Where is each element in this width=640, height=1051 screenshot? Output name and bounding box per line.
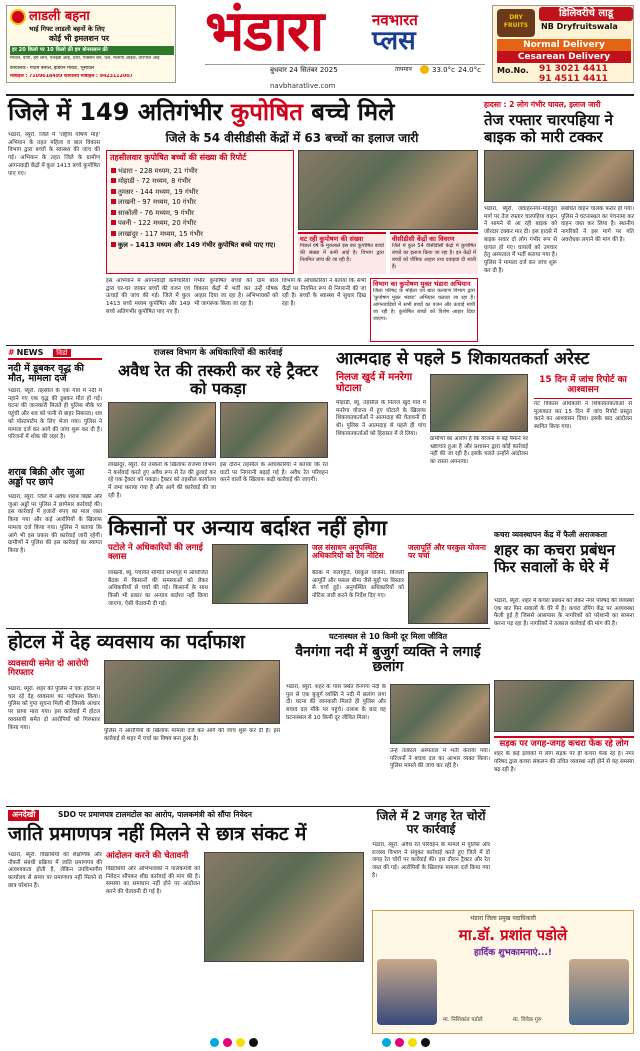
dry-fruits-badge: DRY FRUITS (497, 9, 535, 37)
story1-info (370, 278, 478, 342)
table-rows (107, 166, 293, 250)
garbage-photo (494, 680, 634, 732)
table-row: लाखांदुर - 117 मध्यम, 15 गंभीर (111, 229, 289, 240)
ad-name: मा.डॉ. प्रशांत पडोले (458, 926, 568, 944)
story4-text: मोहाडी, ब्यू. तहसील के निलज खुर्द गांव में मनरेगा योजना में हुए घोटाले के खिलाफ शिकायतकर्ताओं ने आत्मदाह की चेतावनी दी थी। पुलिस ने आत्मदाह से पहले ही पांच शिकायतकर्ताओं को हिरासत में ले लिया। (336, 400, 426, 437)
ad-contact: कार्यालय:- गौतम बेनाल, इंडियन मार्केट, भुसावल (10, 66, 95, 71)
ad-line3: हर 20 किलो पर 10 किलो फ्री इम बोनसलान फ्री (10, 46, 174, 55)
story9-tag: अनदेखी (8, 810, 39, 821)
story1-subhead: जिले के 54 वीसीडीसी केंद्रों में 63 बच्चों का इलाज जारी (165, 131, 419, 145)
news-h1: नदी में डूबकर वृद्ध की मौत, मामला दर्ज (8, 363, 85, 385)
story1-box2 (390, 232, 478, 274)
divider (6, 628, 490, 629)
story8-headline: वैनगंगा नदी में बुजुर्ग व्यक्ति ने लगाई छलांग (295, 644, 481, 676)
story3-headline: अवैध रेत की तस्करी कर रहे ट्रैक्टर को पकड़ा (117, 361, 319, 398)
ad-line1: भाई गिफ्ट लाडली बहनों के लिए (29, 25, 105, 33)
news-title: NEWS (16, 348, 44, 357)
bullet-icon (111, 231, 116, 236)
ad-brand: NB Dryfruitswala (541, 22, 618, 31)
box-title: 15 दिन में जांच रिपोर्ट का आश्वासन (534, 376, 632, 399)
children-photo (298, 150, 478, 230)
story9-headline: जाति प्रमाणपत्र नहीं मिलने से छात्र संकट में (8, 823, 307, 845)
story8-kicker: घटनास्थल से 10 किमी दूर मिला जीवित (328, 632, 448, 641)
arrest-photo (430, 374, 528, 432)
ad-line2: कोई भी इमलशन पर (49, 34, 110, 43)
story1-col3: विभाग के अधिकारियों ने बताया कि सभी केंद्रों पर नियमित रूप से निगरानी की जा रही है। बच्चों के स्वास्थ्य में सुधार दिख रहा है। (282, 278, 366, 308)
story2-text2: संबंधित वाहन चालक फरार हो गया। पुलिस ने घटनास्थल का पंचनामा कर वाहन जब्त कर लिया है। स्थानीय नागरिकों ने इस मार्ग पर गति अवरोधक लगाने की मांग की है। (561, 206, 634, 243)
story9-sub: आंदोलन करने की चेतावनी (106, 851, 189, 861)
story6-headline: शहर का कचरा प्रबंधन फिर सवालों के घेरे में (494, 541, 616, 576)
news-t1: भंडारा, ब्यूरो. तहसील के एक गांव में नदी में नहाने गए एक वृद्ध की डूबकर मौत हो गई। घटना की जानकारी मिलते ही पुलिस मौके पर पहुंची और शव को पानी से बाहर निकाला। शव को पोस्टमार्टम के लिए भेजा गया। पुलिस ने मामला दर्ज कर आगे की जांच शुरू कर दी है। परिजनों में शोक की लहर है। (8, 388, 102, 441)
story6-text: भंडारा, ब्यूरो. शहर में कचरा प्रबंधन को लेकर नगर परिषद की व्यवस्था एक बार फिर सवालों के घेरे में है। कचरा डंपिंग केंद्र पर अव्यवस्था फैली हुई है जिससे आसपास के नागरिकों को परेशानी का सामना करना पड़ रहा है। नागरिकों ने तत्काल कार्रवाई की मांग की है। (494, 598, 634, 628)
story5-sub2: जल संसाधन अनुपस्थित अधिकारियों को टैग नोटिस (312, 543, 384, 561)
box-text: गट विकास अधिकारी ने शिकायतकर्ताओं से मुलाकात कर 15 दिन में जांच रिपोर्ट प्रस्तुत करने का आश्वासन दिया। इसके बाद आंदोलन स्थगित किया गया। (534, 400, 632, 430)
website[interactable]: navbharatlive.com (270, 82, 336, 90)
story1-box (298, 232, 386, 274)
box-text: पिछले वर्ष के मुकाबले इस बार कुपोषित बच्चों की संख्या में कमी आई है। विभाग द्वारा नियमित जांच की जा रही है। (300, 243, 384, 263)
accident-photo (484, 150, 634, 202)
weather-label: तापमान (395, 66, 412, 73)
story4-text2: ग्रामीणों का आरोप है कि योजना में बड़े पैमाने पर भ्रष्टाचार हुआ है और प्रशासन द्वारा कोई कार्रवाई नहीं की जा रही है। इसके चलते उन्होंने आंदोलन का रास्ता अपनाया। (430, 436, 528, 466)
ad-title: डिलिवरीचे लाडू (539, 7, 633, 21)
story4-headline: आत्मदाह से पहले 5 शिकायतकर्ता अरेस्ट (336, 349, 590, 369)
table-row: मोहाडी - 72 मध्यम, 8 गंभीर (111, 176, 289, 187)
table-row: तुमसर - 144 मध्यम, 19 गंभीर (111, 187, 289, 198)
table-title: तहसीलवार कुपोषित बच्चों की संख्या की रिपोर्ट (110, 153, 247, 162)
right-ad[interactable] (492, 5, 634, 83)
ad-wish: हार्दिक शुभकामनाएं...! (473, 948, 552, 958)
story7-text: भंडारा, ब्यूरो. शहर की पुलिस ने एक होटल में चल रहे देह व्यवसाय का पर्दाफाश किया। पुलिस को गुप्त सूचना मिली थी जिसके आधार पर छापा मारा गया। इस कार्रवाई में होटल व्यवसायी समेत दो आरोपियों को गिरफ्तार किया गया। (8, 686, 100, 731)
table-row: पवनी - 122 मध्यम, 20 गंभीर (111, 218, 289, 229)
divider (6, 806, 490, 807)
story8-text2: उन्हें तत्काल अस्पताल में भर्ती कराया गया। परिजनों ने बचाव दल का आभार व्यक्त किया। पुलिस मामले की जांच कर रही है। (390, 748, 490, 770)
ad-title: लाडली बहना (29, 9, 90, 24)
story2-kicker: हादसा : 2 लोग गंभीर घायल, इलाज जारी (484, 100, 601, 109)
divider (108, 514, 634, 515)
ad-line1: Normal Delivery (497, 39, 631, 51)
story1-col1: इस अभियान में आंगनवाड़ी कर्मचारियों द्वारा घर-घर जाकर बच्चों की वजन एवं ऊंचाई की जांच की गई। जिले में कुल 1413 बच्चे मध्यम कुपोषित और 149 बच्चे अतिगंभीर कुपोषित पाए गए हैं। (106, 278, 190, 315)
story6-kicker: कचरा व्यवस्थापन केंद्र में फैली अराजकता (494, 530, 607, 539)
divider (6, 94, 634, 96)
bullet-icon (111, 210, 116, 215)
masthead-sub1: नवभारत (372, 11, 418, 29)
news-h2: शराब बिक्री और जुआ अड्डों पर छापे (8, 467, 85, 489)
person-photo-2 (569, 959, 629, 1025)
left-ad[interactable] (6, 5, 176, 83)
greeting-ad[interactable] (372, 910, 634, 1034)
sun-icon (420, 65, 429, 74)
meeting-photo-2 (408, 572, 488, 624)
story7-sub: व्यवसायी समेत दो आरोपी गिरफ्तार (8, 659, 89, 679)
story5-text: लाखनी, ब्यू. पंचायत समिति सभागृह में आयोजित बैठक में किसानों की समस्याओं को लेकर अधिकारियों से चर्चा की गई। किसानों के साथ किसी भी प्रकार का अन्याय बर्दाश्त नहीं किया जाएगा, ऐसी चेतावनी दी गई। (108, 570, 208, 607)
story1-table (106, 150, 294, 274)
story2-headline: तेज रफ्तार चारपहिया ने बाइक को मारी टक्कर (484, 111, 613, 146)
story5-sub1: पटोले ने अधिकारियों की लगाई क्लास (108, 543, 203, 563)
bullet-icon (111, 199, 116, 204)
info-title: विभाग का कुपोषण मुक्त भंडारा अभियान (373, 280, 471, 288)
masthead-sub2: प्लस (372, 26, 416, 56)
table-row: साकोली - 76 मध्यम, 9 गंभीर (111, 208, 289, 219)
story10-headline: जिले में 2 जगह रेत चोरों पर कार्रवाई (376, 809, 486, 837)
ad-line: भंडारा जिला प्रमुख पदाधिकारी (470, 915, 536, 922)
story5-headline: किसानों पर अन्याय बर्दाश्त नहीं होगा (108, 516, 387, 540)
masthead-date: बुधवार 24 सितंबर 2025 (270, 66, 338, 74)
story5-text2: बैठक में जलापूर्ति, घरकुल योजना, बिजली आपूर्ति और फसल बीमा जैसे मुद्दों पर विस्तार से चर्चा हुई। अनुपस्थित अधिकारियों को नोटिस जारी करने के निर्देश दिए गए। (312, 570, 404, 600)
bullet-icon (111, 178, 116, 183)
police-photo (104, 660, 280, 724)
bullet-icon (111, 242, 116, 247)
story9-text: भंडारा, ब्यूरो. विद्यार्थियों को शैक्षणिक और नौकरी संबंधी प्रक्रिया में जाति प्रमाणपत्र की आवश्यकता होती है, लेकिन उपविभागीय कार्यालय से समय पर प्रमाणपत्र नहीं मिलने से छात्र परेशान हैं। (8, 852, 102, 889)
box2-title: वीसीडीसी केंद्रों का विवरण (392, 235, 455, 243)
story1-col2: गंभीर कुपोषित बच्चों को ग्राम बाल विकास केंद्रों में भर्ती कर उन्हें पोषक आहार दिया जा रहा है। अभिभावकों को भी जागरूक किया जा रहा है। (194, 278, 278, 308)
news-label (8, 348, 102, 360)
story7-text2: पुलिस ने आरोपियों के खिलाफ मामला दर्ज कर आगे की जांच शुरू कर दी है। इस कार्रवाई से शहर में चर्चा का विषय बना हुआ है। (104, 728, 280, 742)
students-photo (204, 852, 364, 962)
box-title: घट रही कुपोषण की संख्या (300, 235, 364, 243)
ad-mo-label: Mo.No. (497, 66, 529, 75)
tractor-photo (108, 402, 216, 458)
story10-text: भंडारा, ब्यूरो. अवैध रेत परिवहन के मामले में पुलिस और राजस्व विभाग ने संयुक्त कार्रवाई करते हुए जिले में दो जगह रेत चोरों पर कार्रवाई की। इस दौरान ट्रैक्टर और रेत जब्त की गई। आरोपियों के खिलाफ मामला दर्ज किया गया है। (372, 842, 490, 879)
ad-line2: Cesarean Delivery (497, 51, 631, 63)
story4-sub: निलज खुर्द में मनरेगा घोटाला (336, 372, 413, 394)
story6-box (494, 736, 634, 914)
bullet-icon (111, 189, 116, 194)
ad-phone1: 91 3021 4411 (539, 64, 608, 74)
story4-box (532, 374, 634, 510)
news-t2: भंडारा, ब्यूरो. जिले में अवैध शराब बिक्री और जुआ अड्डों पर पुलिस ने छापेमार कार्रवाई की। इस कार्रवाई में हजारों रुपए का माल जब्त किया गया और कई आरोपियों के खिलाफ मामला दर्ज किया गया। पुलिस ने बताया कि आगे भी इस प्रकार की कार्रवाई जारी रहेगी। ग्रामीणों ने पुलिस की इस कार्रवाई का स्वागत किया है। (8, 494, 102, 555)
river-photo (390, 684, 490, 744)
table-row: भंडारा - 228 मध्यम, 21 गंभीर (111, 166, 289, 177)
story2-text: भंडारा, ब्यूरो. जवाहरनगर-मोहदुरा मार्ग पर तेज रफ्तार चारपहिया वाहन ने सामने से आ रही बाइक को जोरदार टक्कर मार दी। इस हादसे में बाइक सवार दो लोग गंभीर रूप से घायल हो गए। घायलों को उपचार हेतु अस्पताल में भर्ती कराया गया है। पुलिस ने मामला दर्ज कर जांच शुरू कर दी है। (484, 206, 557, 274)
weather-max: 33.0°c (432, 66, 455, 74)
story3-text2: इस दौरान तहसील के अधिकारियों ने बताया कि रेत घाटों पर निगरानी बढ़ाई गई है। अवैध रेत परिवहन करने वालों के खिलाफ कड़ी कार्रवाई की जाएगी। (220, 462, 328, 484)
story3-text: लाखांदुर, ब्यूरो. रेत तस्करों के खिलाफ राजस्व विभाग ने कार्रवाई करते हुए अवैध रूप से रेत की ढुलाई कर रहे एक ट्रैक्टर को पकड़ा। ट्रैक्टर को तहसील कार्यालय में जमा कराया गया है और आगे की कार्रवाई की जा रही है। (108, 462, 216, 499)
info-text: जिला परिषद के महिला एवं बाल कल्याण विभाग द्वारा 'कुपोषण मुक्त भंडारा' अभियान चलाया जा रहा है। आंगनवाड़ियों में सभी बच्चों का वजन और ऊंचाई मापी जा रही है। कुपोषित बच्चों को विशेष आहार दिया जाएगा। (373, 288, 475, 322)
story7-headline: होटल में देह व्यवसाय का पर्दाफाश (8, 631, 245, 653)
registration-marks (0, 1038, 640, 1051)
weather-min: 24.0°c (458, 66, 481, 74)
meeting-photo (212, 544, 308, 604)
tractor-photo-2 (220, 402, 328, 458)
ad-foot1: मा. निशिकांत पडोले (443, 1017, 483, 1023)
box-text: शहर के कई इलाकों में लोग सड़क पर ही कचरा फेंक रहे हैं। नगर परिषद द्वारा कचरा संकलन की उचित व्यवस्था नहीं होने से यह समस्या बढ़ रही है। (494, 751, 634, 773)
story9-kicker: SDO पर प्रमाणपत्र टालमटोल का आरोप, पालकमंत्री को सौंपा निवेदन (58, 810, 252, 819)
story5-sub3: जलापूर्ति और घरकुल योजना पर चर्चा (408, 543, 486, 561)
bullet-icon (111, 168, 116, 173)
ad-line4: मैथिल, वापी, हम लोन, एलईडी आई, चारी, एक्सॉन बन, थल, मलायी आइल, तारपीलै आई (10, 56, 160, 61)
news-tag: विडो (53, 349, 70, 357)
table-row: कुल - 1413 मध्यम और 149 गंभीर कुपोषित बच्चे पाए गए। (111, 240, 289, 251)
person-photo (377, 959, 437, 1025)
ad-phone: मोबाइल : 7109618499 कार्यालय मोबाइल : 9423112007 (10, 74, 133, 79)
story3-kicker: राजस्व विभाग के अधिकारियों की कार्रवाई (153, 348, 283, 358)
ad-foot2: मा. विवेक गुरु (513, 1017, 542, 1023)
masthead-title: भंडारा (205, 0, 324, 64)
news-icon: # (8, 348, 15, 357)
story8-text: भंडारा, ब्यूरो. शहर के पास स्थित वैनगंगा नदी के पुल से एक बुजुर्ग व्यक्ति ने नदी में छलांग लगा दी। घटना की जानकारी मिलते ही पुलिस और बचाव दल मौके पर पहुंचे। तलाश के बाद वह घटनास्थल से 10 किमी दूर जीवित मिला। (286, 684, 386, 721)
ad-logo-icon (10, 9, 26, 25)
story1-headline: जिले में 149 अतिगंभीर कुपोषित बच्चे मिले (8, 98, 395, 126)
divider (6, 345, 634, 346)
box2-text: जिले में कुल 54 वीसीडीसी केंद्रों में कुपोषित बच्चों का इलाज किया जा रहा है। इन केंद्रों में बच्चों को पौष्टिक आहार तथा दवाइयां दी जाती हैं। (392, 243, 476, 270)
box-title: सड़क पर जगह-जगह कचरा फेंक रहे लोग (499, 739, 629, 749)
bullet-icon (111, 220, 116, 225)
story1-lead: भंडारा, ब्यूरो. जिले में 'राष्ट्रीय पोषण माह' अभियान के तहत महिला व बाल विकास विभाग द्वारा बच्चों के स्वास्थ्य की जांच की गई। अभियान के तहत जिले के ग्रामीण आंगनवाड़ी केंद्रों में कुल 1413 बच्चे कुपोषित पाए गए। (8, 132, 100, 177)
table-row: लाखनी - 97 मध्यम, 10 गंभीर (111, 197, 289, 208)
story9-text2: विद्यार्थियों और अभिभावकों ने पालकमंत्री को निवेदन सौंपकर शीघ्र कार्रवाई की मांग की है। समस्या का समाधान नहीं होने पर आंदोलन करने की चेतावनी दी गई है। (106, 866, 200, 896)
ad-phone2: 91 4511 4411 (539, 74, 608, 83)
